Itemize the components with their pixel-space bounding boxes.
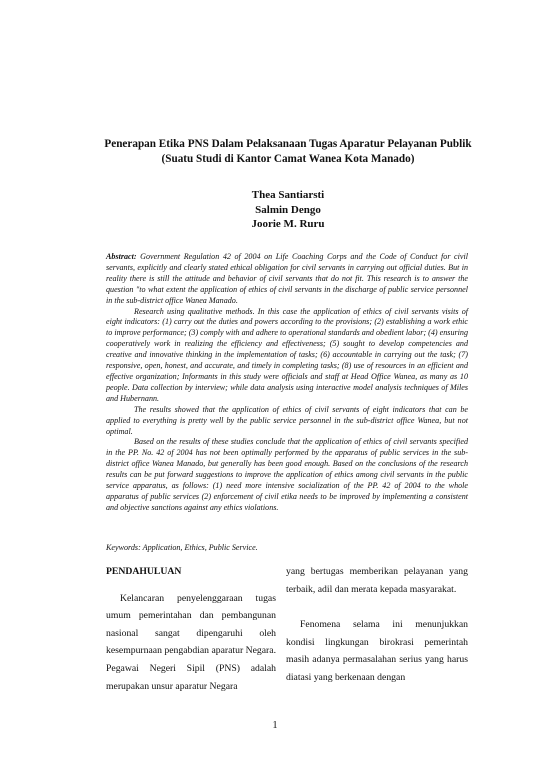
author-name: Thea Santiarsti [251,189,325,201]
body-paragraph: Kelancaran penyelenggaraan tugas umum pemerintahan dan pembangunan nasional sangat dipengaruhi oleh kesempurnaan pengabdian aparatur Negara. Pegawai Negeri Sipil (PNS) adalah merupakan unsur aparatur Negara [106,592,276,692]
abstract-label: Abstract: [106,252,137,261]
body-paragraph: yang bertugas memberikan pelayanan yang terbaik, adil dan merata kepada masyarakat. [286,566,468,595]
abstract-text: Government Regulation 42 of 2004 on Life Coaching Corps and the Code of Conduct for civil servants, explicitly and clearly stated ethical obligation for civil servants in carrying out official duties. But in reality there is still the attitude and behavior of civil servants that do not fit. This research is to answer the question "to what extent the application of ethics of civil servants in the discharge of public service personnel in the sub-district office Wanea Manado. [106,252,468,305]
abstract-paragraph: Based on the results of these studies conclude that the application of ethics of civil servants specified in the PP. No. 42 of 2004 has not been optimally performed by the apparatus of public services in the sub-district office Wanea Manado, but generally has been good enough. Based on the conclusions of the research results can be put forward suggestions to improve the application of ethics among civil servants in the public service apparatus, as follows: (1) need more intensive socialization of the PP. 42 of 2004 to the whole apparatus of public services (2) enforcement of civil etika needs to be improved by implementing a consistent and objective sanctions against any ethics violations. [106,437,468,512]
title-line-1: Penerapan Etika PNS Dalam Pelaksanaan Tugas Aparatur Pelayanan Publik [104,138,472,150]
body-column-left [106,563,276,695]
author-name: Joorie M. Ruru [251,218,325,230]
page-number: 1 [272,720,278,731]
author-name: Salmin Dengo [255,203,321,216]
abstract [106,252,468,514]
keywords: Keywords: Application, Ethics, Public Service. [106,543,258,552]
body-column-right [286,563,468,687]
section-heading: PENDAHULUAN [106,566,182,577]
abstract-paragraph: The results showed that the application of ethics of civil servants of eight indicators that can be applied to everything is pretty well by the public service personnel in the sub-district office Wanea, but not optimal. [106,404,468,436]
paper-title [60,137,516,167]
title-line-2: (Suatu Studi di Kantor Camat Wanea Kota Manado) [161,153,415,165]
author-list [60,188,516,232]
abstract-paragraph [106,252,468,307]
abstract-paragraph: Research using qualitative methods. In this case the application of ethics of civil servants visits of eight indicators: (1) carry out the duties and powers according to the provisions; (2) establishing a work ethic to improve performance; (3) comply with and adhere to operational standards and obedient labor; (4) ensuring cooperatively work in realizing the efficiency and effectiveness; (5) sought to develop competencies and creative and innovative thinking in the implementation of tasks; (6) accountable in carrying out the task; (7) responsive, open, honest, and accurate, and timely in completing tasks; (8) use of resources in an efficient and effective organization; Informants in this study were officials and staff at Head Office Wanea, as many as 10 people. Data collection by interview; while data analysis using interactive model analysis techniques of Miles and Hubernann. [106,306,468,403]
body-paragraph: Fenomena selama ini menunjukkan kondisi lingkungan birokrasi pemerintah masih adanya permasalahan serius yang harus diatasi yang berkenaan dengan [286,619,468,683]
